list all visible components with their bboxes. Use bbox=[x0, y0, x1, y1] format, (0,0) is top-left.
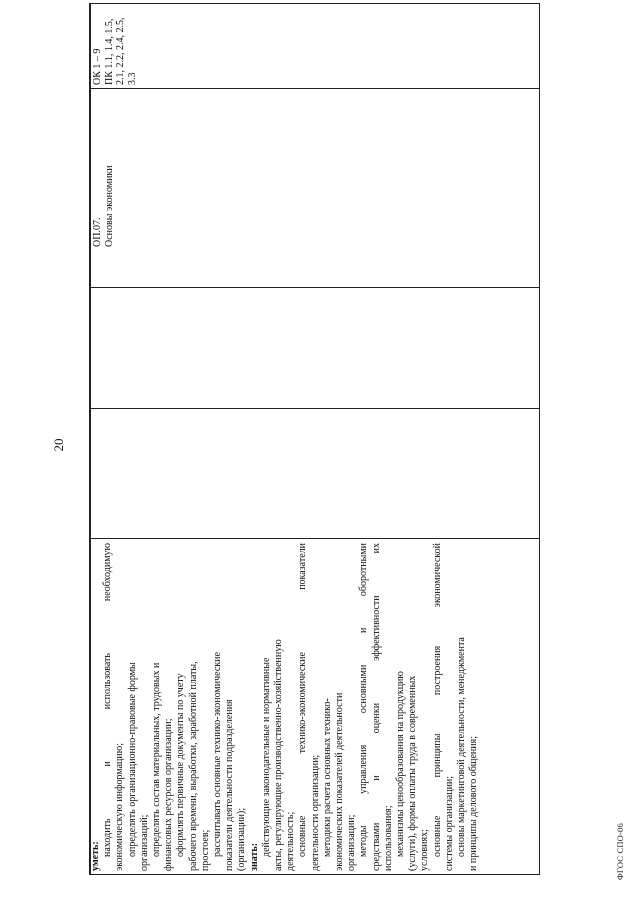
skill-line: экономическую информацию; bbox=[114, 742, 126, 871]
column-divider bbox=[90, 538, 539, 539]
skill-line: деятельность; bbox=[285, 811, 297, 871]
column-divider bbox=[90, 287, 539, 288]
skill-line: (организации); bbox=[236, 807, 248, 871]
skill-line: и принципы делового общения; bbox=[468, 735, 480, 871]
competency-line: 3.3 bbox=[126, 72, 138, 85]
page-number: 20 bbox=[51, 438, 66, 452]
skill-line: (услуги), формы оплаты труда в современных bbox=[407, 675, 419, 871]
skill-line: простоев; bbox=[199, 829, 211, 871]
skill-line: финансовых ресурсов организации; bbox=[163, 718, 175, 871]
skill-line: условиях; bbox=[419, 829, 431, 871]
skill-line: основные принципы построения экономической bbox=[431, 543, 443, 857]
curriculum-table bbox=[89, 3, 540, 875]
skill-line: находить и использовать необходимую bbox=[102, 543, 114, 857]
skill-line: действующие законодательные и нормативные bbox=[260, 657, 272, 857]
column-divider bbox=[90, 408, 539, 409]
skill-line: показатели деятельности подразделения bbox=[224, 699, 236, 871]
skill-line: механизмы ценообразования на продукцию bbox=[395, 671, 407, 857]
skill-line: средствами и оценки эффективности их bbox=[370, 543, 382, 871]
skill-line: методики расчета основных технико- bbox=[321, 698, 333, 857]
column-divider bbox=[90, 88, 539, 89]
competencies-cell bbox=[90, 3, 140, 87]
discipline-title: Основы экономики bbox=[103, 165, 115, 247]
skill-line: определять организационно-правовые формы bbox=[126, 662, 138, 857]
skill-line: оформлять первичные документы по учету bbox=[175, 673, 187, 857]
skill-line: основные технико-экономические показатели bbox=[297, 543, 309, 857]
skill-line: основы маркетинговой деятельности, менеджмента bbox=[456, 637, 468, 857]
skill-line: использования; bbox=[382, 805, 394, 871]
section-heading: знать: bbox=[248, 842, 260, 871]
competency-line: 2.1, 2.2, 2.4, 2.5, bbox=[115, 17, 126, 85]
skill-line: акты, регулирующие производственно-хозяйственную bbox=[273, 639, 285, 871]
footer-standard-code: ФГОС СПО-06 bbox=[615, 823, 625, 880]
skill-line: рассчитывать основные технико-экономические bbox=[212, 652, 224, 857]
competency-line: ОК 1 – 9 bbox=[92, 48, 103, 85]
skills-knowledge-cell bbox=[90, 542, 541, 872]
skill-line: организации; bbox=[346, 814, 358, 871]
skill-line: деятельности организации; bbox=[309, 754, 321, 871]
skill-line: определять состав материальных, трудовых и bbox=[151, 662, 163, 857]
skill-line: экономических показателей деятельности bbox=[334, 692, 346, 871]
section-heading: уметь: bbox=[90, 841, 101, 871]
skill-line: рабочего времени, выработки, заработной платы, bbox=[187, 661, 199, 871]
skill-line: организаций; bbox=[138, 814, 150, 871]
competency-line: ПК 1.1, 1.4, 1.5, bbox=[103, 18, 115, 85]
skill-line: системы организации; bbox=[443, 775, 455, 871]
skill-line: методы управления основными и оборотными bbox=[358, 543, 370, 857]
discipline-index: ОП.07. bbox=[92, 217, 103, 247]
